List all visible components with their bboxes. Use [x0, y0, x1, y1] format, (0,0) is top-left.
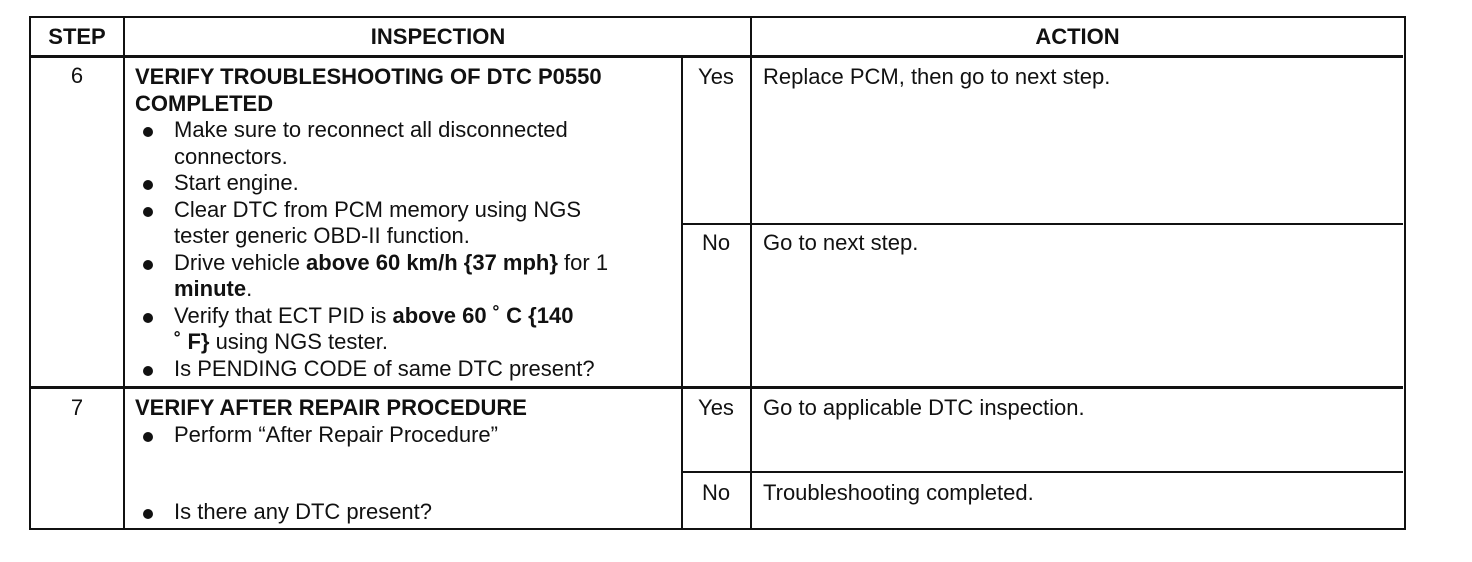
bullet-icon	[143, 313, 153, 323]
inspection-bullet-cont: tester generic OBD-II function.	[174, 223, 470, 248]
answer-divider-row7	[682, 471, 1403, 473]
inspection-bullet	[174, 303, 573, 330]
inspection-bullet-cont	[174, 276, 252, 303]
bullet-text: Verify that ECT PID is	[174, 302, 393, 328]
step-number: 6	[70, 63, 84, 88]
bullet-text: Drive vehicle	[174, 249, 307, 275]
bullet-icon	[143, 207, 153, 217]
bullet-text: .	[246, 276, 253, 301]
bullet-icon	[143, 260, 153, 270]
diagnostic-table	[29, 16, 1406, 530]
bullet-text: for 1	[557, 249, 609, 275]
temperature-spec: above 60 ˚ C {140	[392, 302, 574, 328]
action-text: Replace PCM, then go to next step.	[763, 64, 1111, 89]
bullet-icon	[143, 127, 153, 137]
answer-no: No	[701, 480, 731, 505]
header-step: STEP	[48, 24, 106, 49]
action-text: Troubleshooting completed.	[763, 480, 1034, 505]
inspection-bullet	[174, 250, 608, 277]
inspection-bullet-cont	[174, 329, 388, 356]
inspection-bullet-cont: connectors.	[174, 143, 288, 169]
answer-no: No	[701, 230, 731, 255]
step-col-divider	[123, 18, 125, 528]
duration-spec: minute	[174, 276, 247, 301]
action-text: Go to applicable DTC inspection.	[763, 395, 1085, 420]
bullet-icon	[143, 509, 153, 519]
answer-col-divider	[681, 57, 683, 528]
header-inspection: INSPECTION	[370, 24, 506, 49]
inspection-bullet: Start engine.	[174, 170, 299, 195]
inspection-bullet: Clear DTC from PCM memory using NGS	[174, 196, 582, 222]
temperature-spec-cont: ˚ F}	[174, 329, 210, 354]
inspection-title: VERIFY TROUBLESHOOTING OF DTC P0550	[135, 64, 602, 89]
bullet-text: using NGS tester.	[209, 329, 388, 354]
action-col-divider	[750, 18, 752, 528]
bullet-icon	[143, 180, 153, 190]
action-text: Go to next step.	[763, 230, 919, 255]
inspection-bullet: Perform “After Repair Procedure”	[174, 422, 498, 447]
header-action: ACTION	[1035, 24, 1120, 49]
speed-spec: above 60 km/h {37 mph}	[306, 249, 558, 275]
inspection-question: Is there any DTC present?	[174, 499, 433, 524]
inspection-title: VERIFY AFTER REPAIR PROCEDURE	[135, 395, 527, 420]
step-number: 7	[70, 395, 84, 420]
answer-divider-row6	[682, 223, 1403, 225]
bullet-icon	[143, 432, 153, 442]
header-divider	[31, 55, 1403, 58]
inspection-question: Is PENDING CODE of same DTC present?	[174, 355, 595, 381]
bullet-icon	[143, 366, 153, 376]
inspection-bullet: Make sure to reconnect all disconnected	[174, 117, 568, 142]
inspection-title-cont: COMPLETED	[135, 90, 274, 116]
answer-yes: Yes	[698, 395, 734, 420]
answer-yes: Yes	[698, 64, 734, 89]
row-divider	[31, 386, 1403, 389]
